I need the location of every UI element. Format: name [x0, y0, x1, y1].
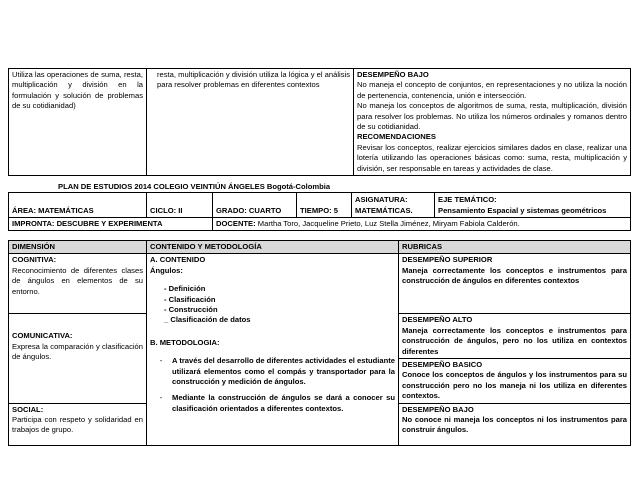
contenido-item: _ Clasificación de datos: [164, 315, 251, 325]
rubrica-alto: [399, 314, 631, 359]
rubrica-text: Conoce los conceptos de ángulos y los instrumentos para su construcción pero no los maneja ni los utiliza en diferentes contextos.: [402, 370, 627, 401]
metodologia-item: - Mediante la construcción de ángulos se dará a conocer su clasificación orientados a diferentes contextos.: [159, 393, 395, 413]
docente-value: Martha Toro, Jacqueline Prieto, Luz Stella Jiménez, Miryam Fabiola Calderón.: [257, 219, 520, 228]
metodologia-item: - A través del desarrollo de diferentes actividades el estudiante utilizará elementos como el compás y transportador para la construcción y medición de ángulos.: [159, 356, 395, 387]
ciclo-cell: CICLO: II: [147, 193, 213, 218]
rubrica-title: DESEMPEÑO BAJO: [402, 404, 474, 414]
contenido-title: A. CONTENIDO: [150, 255, 206, 265]
docente-cell: [213, 218, 631, 231]
social-text: Participa con respeto y solidaridad en trabajos de grupo.: [12, 415, 143, 435]
contenido-sub: Ángulos:: [150, 265, 183, 275]
contenido-item: - Clasificación: [164, 294, 216, 304]
comunicativa-title: COMUNICATIVA:: [12, 331, 73, 341]
bajo-title: DESEMPEÑO BAJO: [357, 70, 429, 79]
top-table: [8, 68, 631, 176]
rubrica-basico: [399, 359, 631, 404]
cognitiva-cell: [9, 254, 147, 314]
cognitiva-text: Reconocimiento de diferentes clases de ángulos en elementos de su entorno.: [12, 265, 143, 296]
rubrica-text: Maneja correctamente los conceptos e instrumentos para construcción de ángulos, pero no los utiliza en contextos diferentes: [402, 325, 627, 356]
contenido-item: - Construcción: [164, 305, 218, 315]
grado-cell: GRADO: CUARTO: [213, 193, 297, 218]
comunicativa-text: Expresa la comparación y clasificación de ángulos.: [12, 341, 143, 362]
info-table: [8, 192, 631, 231]
rubrica-superior: [399, 254, 631, 314]
bajo-p1: No maneja el concepto de conjuntos, en representaciones y no utiliza la noción de pertenencia, contenencia, unión e intersección.: [357, 80, 627, 100]
asignatura-cell: [352, 193, 435, 218]
contenido-item: - Definición: [164, 284, 206, 294]
docente-label: DOCENTE:: [216, 219, 256, 228]
rec-p: Revisar los conceptos, realizar ejercicios similares dados en clase, realizar una lotería utilizando las operaciones básicas como: suma, resta, multiplicación y división, ser responsable en tareas y actividades de clase.: [357, 142, 627, 173]
eje-label: EJE TEMÁTICO:: [438, 195, 497, 205]
asignatura-value: MATEMÁTICAS.: [355, 205, 413, 215]
rubrica-title: DESEMPEÑO ALTO: [402, 315, 473, 325]
rec-title: RECOMENDACIONES: [357, 132, 436, 142]
impronta-cell: IMPRONTA: DESCUBRE Y EXPERIMENTA: [9, 218, 213, 231]
desempeno-cell: [354, 69, 631, 176]
plan-heading: PLAN DE ESTUDIOS 2014 COLEGIO VEINTIÚN ÁNGELES Bogotá-Colombia: [58, 182, 331, 191]
rubrica-title: DESEMPEÑO BASICO: [402, 360, 483, 370]
rubrica-text: No conoce ni maneja los conceptos ni los instrumentos para construir ángulos.: [402, 415, 627, 435]
header-rubricas: RUBRICAS: [399, 241, 631, 254]
cognitiva-title: COGNITIVA:: [12, 255, 57, 265]
competencia-cell: Utiliza las operaciones de suma, resta, multiplicación y división en la formulación y solución de problemas de su cotidianidad): [9, 69, 147, 176]
asignatura-label: ASIGNATURA:: [355, 195, 408, 205]
area-cell: ÁREA: MATEMÁTICAS: [9, 193, 147, 218]
rubrica-text: Maneja correctamente los conceptos e instrumentos para construcción de ángulos en diferentes contextos: [402, 265, 627, 286]
contenido-cell: [147, 254, 399, 445]
tiempo-cell: TIEMPO: 5: [297, 193, 352, 218]
logro-cell: resta, multiplicación y división utiliza la lógica y el análisis para resolver problemas en diferentes contextos: [147, 69, 354, 176]
eje-value: Pensamiento Espacial y sistemas geométricos: [438, 205, 607, 215]
bajo-p2: No maneja los conceptos de algoritmos de suma, resta, multiplicación, división para resolver los problemas. No utiliza los números ordinales y romanos dentro de su cotidianidad.: [357, 101, 627, 132]
contenido-list: [150, 284, 395, 326]
eje-cell: [435, 193, 631, 218]
rubrica-bajo: [399, 403, 631, 445]
social-title: SOCIAL:: [12, 404, 44, 414]
metodologia-title: B. METODOLOGIA:: [150, 337, 220, 347]
comunicativa-cell: [9, 314, 147, 403]
social-cell: [9, 403, 147, 445]
header-dimension: DIMENSIÓN: [9, 241, 147, 254]
header-contenido: CONTENIDO Y METODOLOGÍA: [147, 241, 399, 254]
main-table: [8, 240, 631, 446]
rubrica-title: DESEMPEÑO SUPERIOR: [402, 255, 493, 265]
